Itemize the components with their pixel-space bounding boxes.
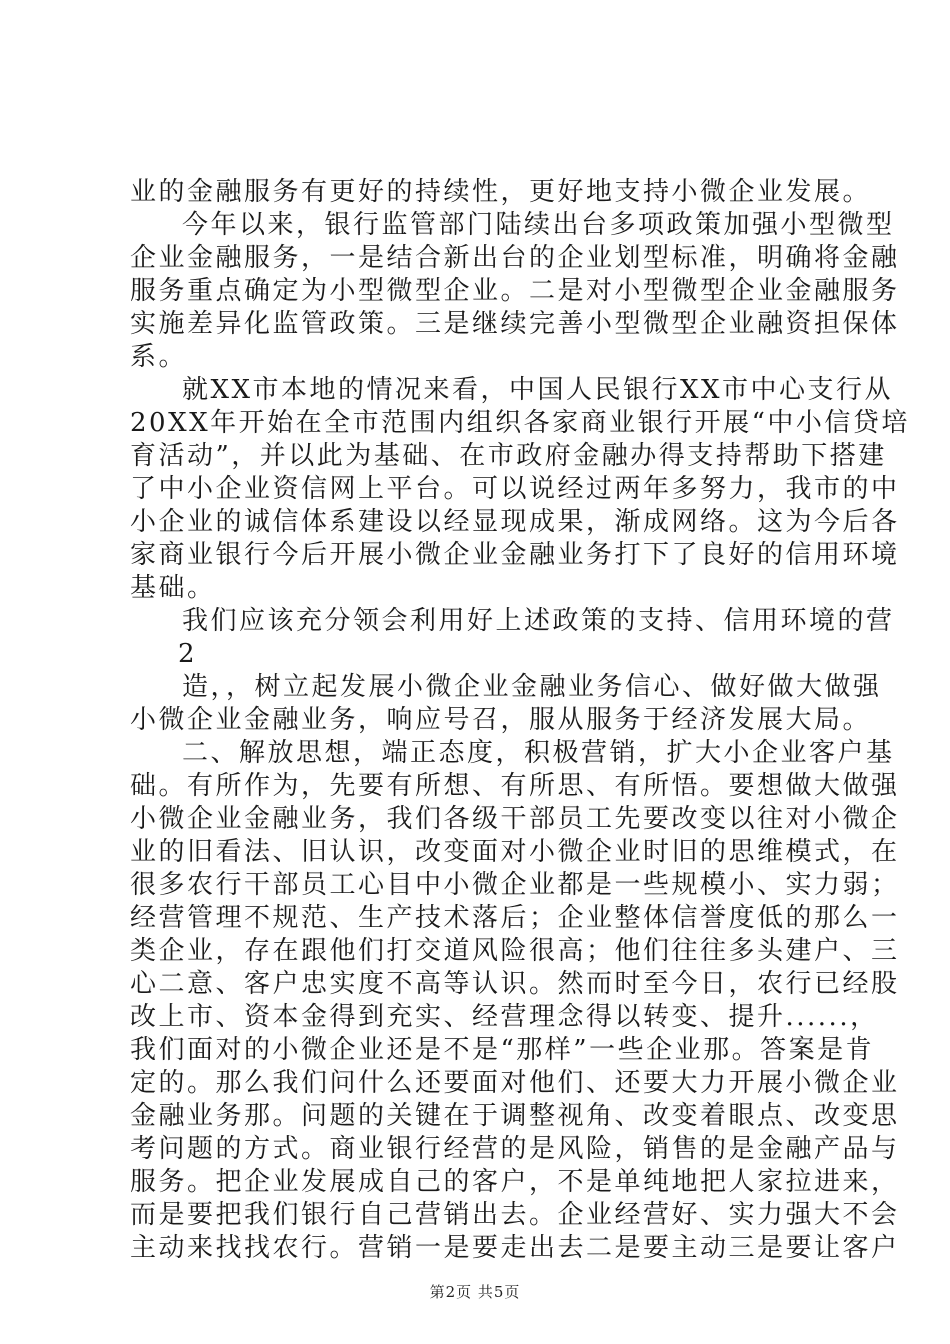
- body-line: 考问题的方式。商业银行经营的是风险，销售的是金融产品与: [130, 1134, 900, 1164]
- body-line: 服务。把企业发展成自己的客户，不是单纯地把人家拉进来，: [130, 1167, 900, 1197]
- body-line: 金融业务那。问题的关键在于调整视角、改变着眼点、改变思: [130, 1101, 900, 1131]
- body-line: 改上市、资本金得到充实、经营理念得以转变、提升......，: [130, 1002, 879, 1032]
- body-line: 二、解放思想，端正态度，积极营销，扩大小企业客户基: [182, 738, 895, 768]
- body-line: 小微企业金融业务，响应号召，服从服务于经济发展大局。: [130, 705, 872, 735]
- body-line: 础。有所作为，先要有所想、有所思、有所悟。要想做大做强: [130, 771, 900, 801]
- body-line: 家商业银行今后开展小微企业金融业务打下了良好的信用环境: [130, 540, 900, 570]
- body-line: 主动来找找农行。营销一是要走出去二是要主动三是要让客户: [130, 1233, 900, 1263]
- body-line: 育活动”，并以此为基础、在市政府金融办得支持帮助下搭建: [130, 441, 887, 471]
- body-line: 20XX年开始在全市范围内组织各家商业银行开展“中小信贷培: [130, 408, 910, 438]
- body-line: 业的金融服务有更好的持续性，更好地支持小微企业发展。: [130, 177, 872, 207]
- body-line: 实施差异化监管政策。三是继续完善小型微型企业融资担保体: [130, 309, 900, 339]
- body-line: 小微企业金融业务，我们各级干部员工先要改变以往对小微企: [130, 804, 900, 834]
- inline-page-marker: 2: [178, 639, 195, 669]
- body-line: 心二意、客户忠实度不高等认识。然而时至今日，农行已经股: [130, 969, 900, 999]
- body-line: 很多农行干部员工心目中小微企业都是一些规模小、实力弱；: [130, 870, 900, 900]
- body-line: 了中小企业资信网上平台。可以说经过两年多努力，我市的中: [130, 474, 900, 504]
- body-line: 而是要把我们银行自己营销出去。企业经营好、实力强大不会: [130, 1200, 900, 1230]
- body-line: 定的。那么我们问什么还要面对他们、还要大力开展小微企业: [130, 1068, 900, 1098]
- body-line: 系。: [130, 342, 188, 372]
- body-line: 类企业，存在跟他们打交道风险很高；他们往往多头建户、三: [130, 936, 900, 966]
- body-line: 造，，树立起发展小微企业金融业务信心、做好做大做强: [182, 672, 882, 702]
- body-line: 服务重点确定为小型微型企业。二是对小型微型企业金融服务: [130, 276, 900, 306]
- body-line: 小企业的诚信体系建设以经显现成果，渐成网络。这为今后各: [130, 507, 900, 537]
- body-line: 经营管理不规范、生产技术落后；企业整体信誉度低的那么一: [130, 903, 900, 933]
- body-line: 我们面对的小微企业还是不是“那样”一些企业那。答案是肯: [130, 1035, 875, 1065]
- body-line: 今年以来，银行监管部门陆续出台多项政策加强小型微型: [182, 210, 895, 240]
- page-footer: 第2页 共5页: [429, 1283, 521, 1301]
- body-line: 企业金融服务，一是结合新出台的企业划型标准，明确将金融: [130, 243, 900, 273]
- body-line: 我们应该充分领会利用好上述政策的支持、信用环境的营: [182, 606, 895, 636]
- body-line: 业的旧看法、旧认识，改变面对小微企业时旧的思维模式，在: [130, 837, 900, 867]
- body-line: 基础。: [130, 573, 216, 603]
- body-line: 就XX市本地的情况来看，中国人民银行XX市中心支行从: [182, 375, 894, 405]
